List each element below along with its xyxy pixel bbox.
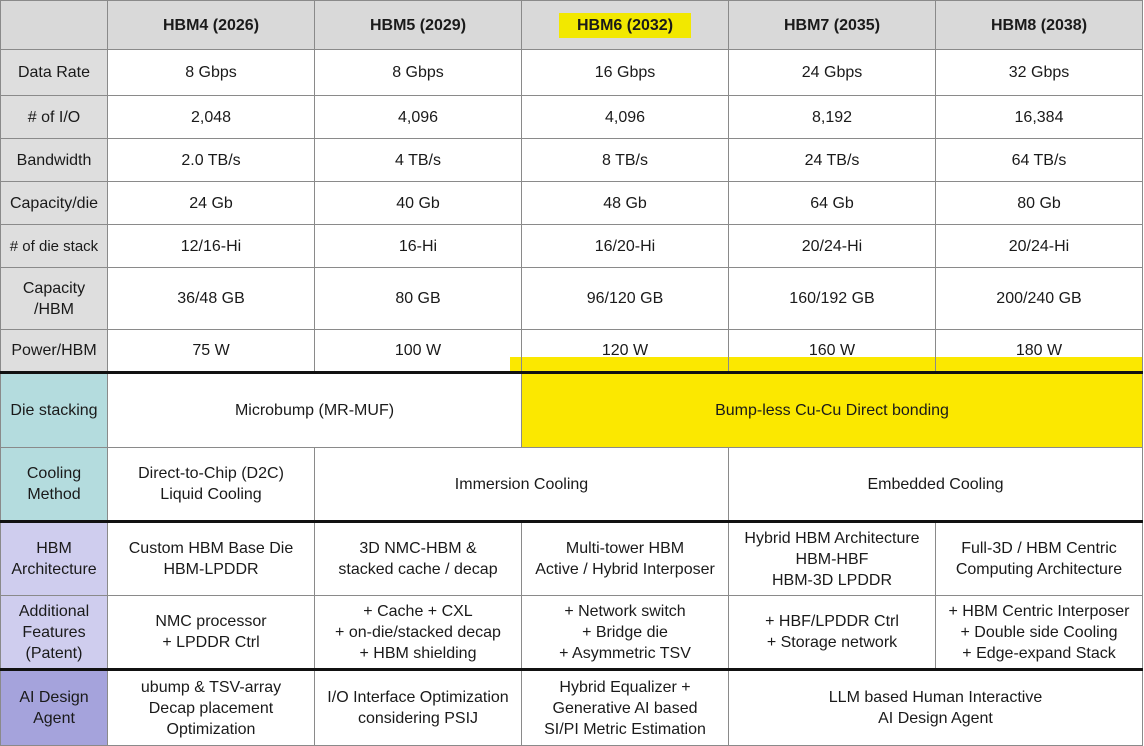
cell: 100 W [315, 330, 522, 373]
col-header-hbm6-label: HBM6 (2032) [559, 13, 691, 38]
row-label: Capacity/die [1, 182, 108, 225]
header-row [1, 1, 1143, 50]
cell: 24 Gbps [729, 50, 936, 96]
row-ai-agent [1, 670, 1143, 746]
cell: Hybrid Equalizer + Generative AI based SI/PI Metric Estimation [522, 670, 729, 746]
cell: 8 Gbps [108, 50, 315, 96]
cell: 4 TB/s [315, 139, 522, 182]
row-label: AI Design Agent [1, 670, 108, 746]
cell-embedded-cooling: Embedded Cooling [729, 448, 1143, 522]
cell-cu-cu-bonding: Bump-less Cu-Cu Direct bonding [522, 373, 1143, 448]
cell: 24 Gb [108, 182, 315, 225]
cell: 64 Gb [729, 182, 936, 225]
cell: 120 W [522, 330, 729, 373]
cell: 8 TB/s [522, 139, 729, 182]
cell: 2.0 TB/s [108, 139, 315, 182]
cell: 48 Gb [522, 182, 729, 225]
row-label: Additional Features (Patent) [1, 596, 108, 670]
col-header-hbm7: HBM7 (2035) [729, 1, 936, 50]
cell: 24 TB/s [729, 139, 936, 182]
cell: 96/120 GB [522, 268, 729, 330]
cell: Multi-tower HBM Active / Hybrid Interposer [522, 522, 729, 596]
row-label: Data Rate [1, 50, 108, 96]
cell: 3D NMC-HBM & stacked cache / decap [315, 522, 522, 596]
cell: NMC processor + LPDDR Ctrl [108, 596, 315, 670]
row-capacity-die [1, 182, 1143, 225]
cell-immersion-cooling: Immersion Cooling [315, 448, 729, 522]
cell: 75 W [108, 330, 315, 373]
row-power [1, 330, 1143, 373]
cell: 12/16-Hi [108, 225, 315, 268]
cell: 16/20-Hi [522, 225, 729, 268]
cell: 8,192 [729, 96, 936, 139]
cell: + HBF/LPDDR Ctrl + Storage network [729, 596, 936, 670]
corner-cell [1, 1, 108, 50]
cell: I/O Interface Optimization considering PSIJ [315, 670, 522, 746]
col-header-hbm4: HBM4 (2026) [108, 1, 315, 50]
col-header-hbm8: HBM8 (2038) [936, 1, 1143, 50]
row-label: Bandwidth [1, 139, 108, 182]
col-header-hbm6 [522, 1, 729, 50]
cell: 20/24-Hi [936, 225, 1143, 268]
cell: 80 GB [315, 268, 522, 330]
row-cooling [1, 448, 1143, 522]
row-label: Capacity /HBM [1, 268, 108, 330]
cell: 4,096 [315, 96, 522, 139]
row-label: HBM Architecture [1, 522, 108, 596]
cell: Hybrid HBM Architecture HBM-HBF HBM-3D LPDDR [729, 522, 936, 596]
cell: + Network switch + Bridge die + Asymmetric TSV [522, 596, 729, 670]
cell: 16-Hi [315, 225, 522, 268]
cell: 200/240 GB [936, 268, 1143, 330]
row-io [1, 96, 1143, 139]
cell: 160 W [729, 330, 936, 373]
cell: 80 Gb [936, 182, 1143, 225]
row-die-stack [1, 225, 1143, 268]
cell: + Cache + CXL + on-die/stacked decap + HBM shielding [315, 596, 522, 670]
row-label: Die stacking [1, 373, 108, 448]
cell: 64 TB/s [936, 139, 1143, 182]
cell: 36/48 GB [108, 268, 315, 330]
cell: 180 W [936, 330, 1143, 373]
cell: Full-3D / HBM Centric Computing Architecture [936, 522, 1143, 596]
row-architecture [1, 522, 1143, 596]
cell: 20/24-Hi [729, 225, 936, 268]
cell: 40 Gb [315, 182, 522, 225]
row-label: Cooling Method [1, 448, 108, 522]
row-label: # of die stack [1, 225, 108, 268]
cell: 32 Gbps [936, 50, 1143, 96]
row-die-stacking [1, 373, 1143, 448]
row-label: # of I/O [1, 96, 108, 139]
cell: ubump & TSV-array Decap placement Optimization [108, 670, 315, 746]
row-bandwidth [1, 139, 1143, 182]
cell: 2,048 [108, 96, 315, 139]
cell-llm-agent: LLM based Human Interactive AI Design Agent [729, 670, 1143, 746]
cell: Custom HBM Base Die HBM-LPDDR [108, 522, 315, 596]
cell: 16,384 [936, 96, 1143, 139]
cell: 160/192 GB [729, 268, 936, 330]
row-capacity-hbm [1, 268, 1143, 330]
row-label: Power/HBM [1, 330, 108, 373]
col-header-hbm5: HBM5 (2029) [315, 1, 522, 50]
row-features [1, 596, 1143, 670]
cell: 4,096 [522, 96, 729, 139]
cell: 8 Gbps [315, 50, 522, 96]
cell: + HBM Centric Interposer + Double side Cooling + Edge-expand Stack [936, 596, 1143, 670]
row-data-rate [1, 50, 1143, 96]
cell-microbump: Microbump (MR-MUF) [108, 373, 522, 448]
cell: Direct-to-Chip (D2C) Liquid Cooling [108, 448, 315, 522]
cell: 16 Gbps [522, 50, 729, 96]
